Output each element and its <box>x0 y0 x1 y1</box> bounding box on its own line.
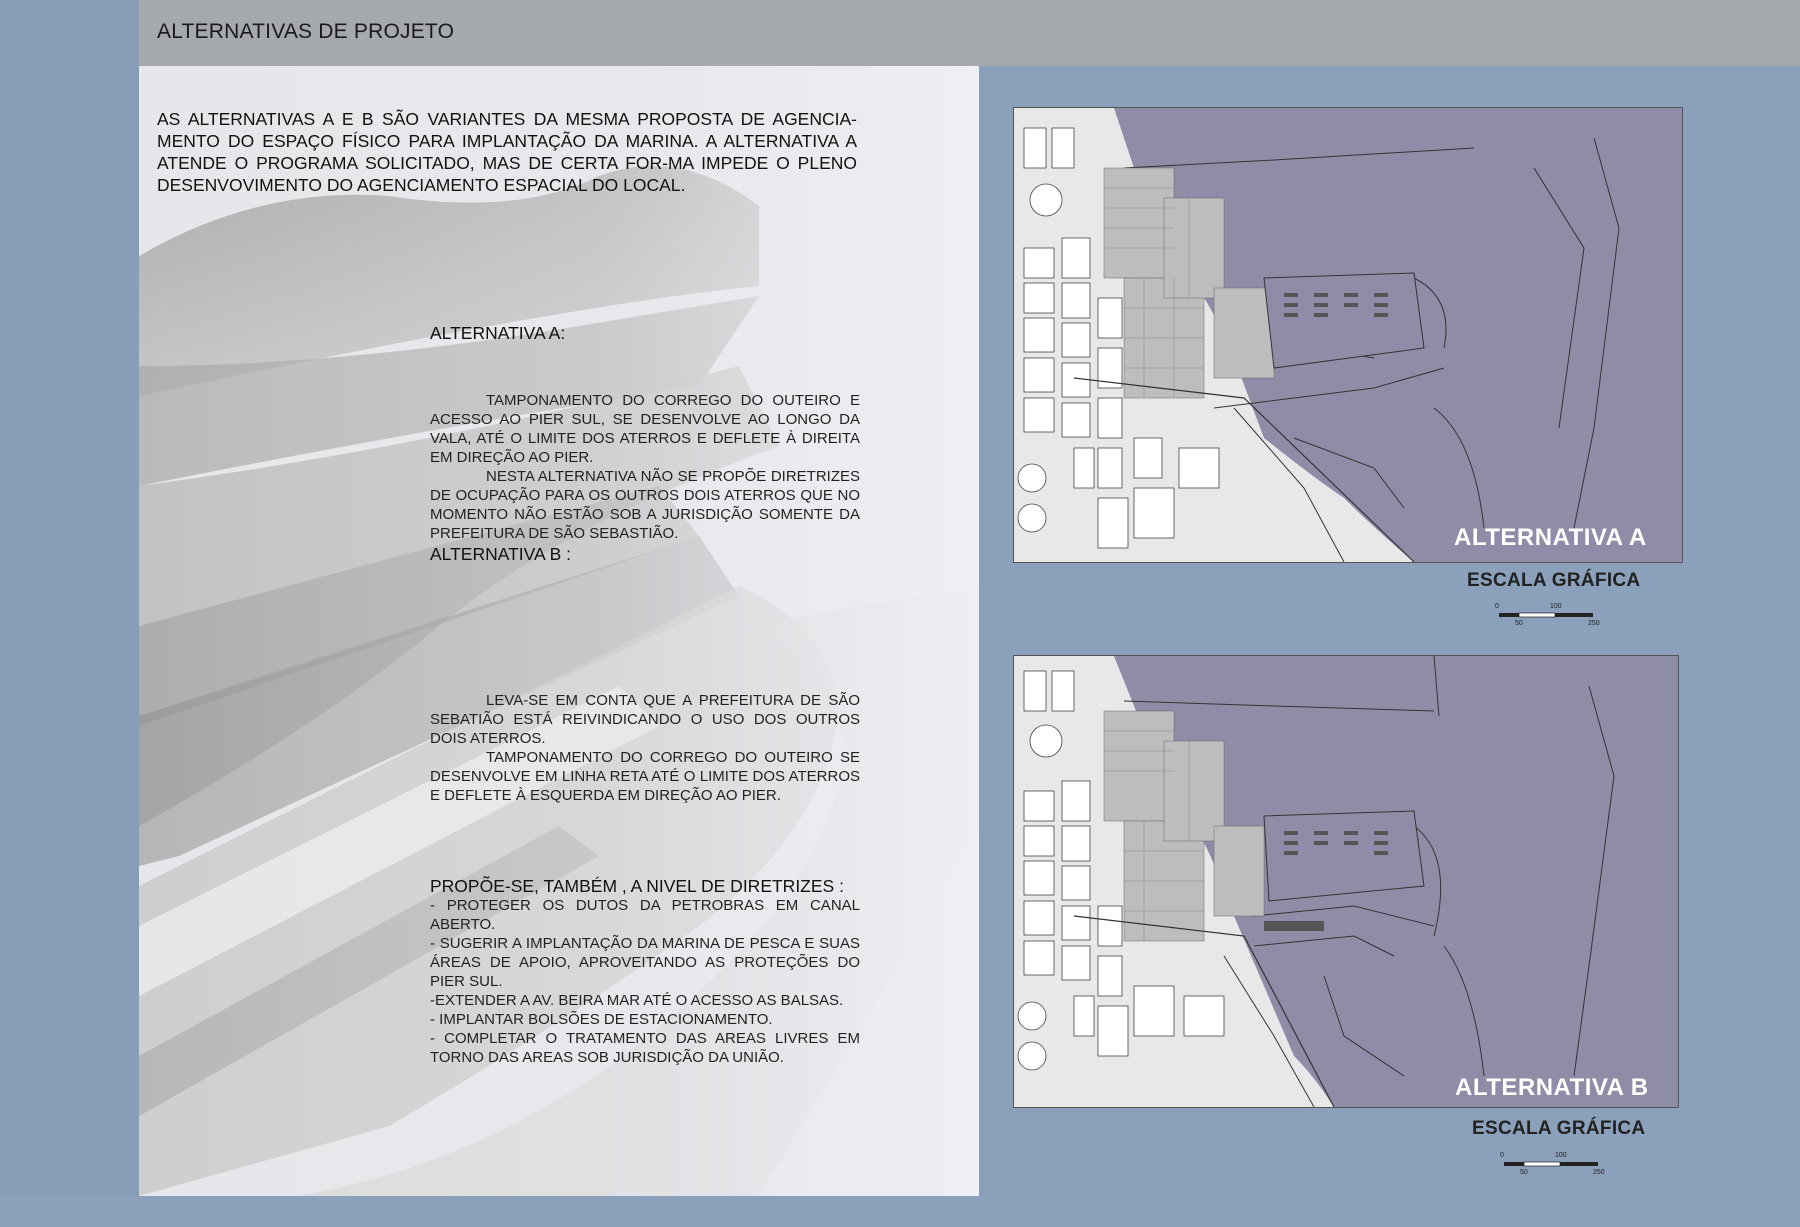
diretriz-item: - PROTEGER OS DUTOS DA PETROBRAS EM CANAL ABERTO. <box>430 897 860 933</box>
scale-tick-0: 0 <box>1500 1152 1504 1159</box>
alternativa-b-text <box>430 691 860 805</box>
map-alternativa-a <box>1013 107 1683 563</box>
alternativa-a-text <box>430 391 860 543</box>
bottom-strip <box>0 1196 1800 1227</box>
alternativa-a-heading: ALTERNATIVA A: <box>430 323 566 343</box>
diretrizes-heading: PROPÕE-SE, TAMBÉM , A NIVEL DE DIRETRIZES : <box>430 876 844 896</box>
scale-title-a: ESCALA GRÁFICA <box>1467 570 1641 591</box>
scale-tick-50: 50 <box>1520 1169 1528 1176</box>
text-panel <box>139 66 979 1196</box>
scale-bar-b <box>1500 1152 1610 1180</box>
scale-tick-250: 250 <box>1593 1169 1605 1176</box>
page-title: ALTERNATIVAS DE PROJETO <box>157 20 455 43</box>
scale-tick-100: 100 <box>1555 1152 1567 1159</box>
map-alternativa-b <box>1013 655 1679 1108</box>
site-plan-drawing-b <box>1014 656 1678 1107</box>
site-plan-drawing-a <box>1014 108 1682 562</box>
scale-tick-0: 0 <box>1495 603 1499 610</box>
alternativa-b-heading: ALTERNATIVA B : <box>430 544 572 564</box>
map-label-b: ALTERNATIVA B <box>1455 1074 1649 1101</box>
map-label-a: ALTERNATIVA A <box>1454 524 1647 551</box>
scale-tick-50: 50 <box>1515 620 1523 627</box>
alternativa-a-paragraph-2: NESTA ALTERNATIVA NÃO SE PROPÕE DIRETRIZES DE OCUPAÇÃO PARA OS OUTROS DOIS ATERROS QUE NO MOMENTO NÃO ESTÃO SOB A JURISDIÇÃO SOMENTE DA PREFEITURA DE SÃO SEBASTIÃO. <box>430 468 860 542</box>
scale-bar-graphic-a <box>1495 603 1605 631</box>
diretrizes-list <box>430 896 860 1067</box>
header-bar <box>139 0 1800 66</box>
scale-tick-100: 100 <box>1550 603 1562 610</box>
scale-tick-250: 250 <box>1588 620 1600 627</box>
alternativa-b-paragraph-1: LEVA-SE EM CONTA QUE A PREFEITURA DE SÃO SEBATIÃO ESTÁ REIVINDICANDO O USO DOS OUTROS DOIS ATERROS. <box>430 692 860 747</box>
diretriz-item: - IMPLANTAR BOLSÕES DE ESTACIONAMENTO. <box>430 1011 773 1028</box>
scale-bar-a <box>1495 603 1605 631</box>
alternativa-a-paragraph-1: TAMPONAMENTO DO CORREGO DO OUTEIRO E ACESSO AO PIER SUL, SE DESENVOLVE AO LONGO DA VALA, ATÉ O LIMITE DOS ATERROS E DEFLETE À DIREITA EM DIREÇÃO AO PIER. <box>430 392 860 466</box>
diretriz-item: -EXTENDER A AV. BEIRA MAR ATÉ O ACESSO AS BALSAS. <box>430 992 844 1009</box>
diretriz-item: - COMPLETAR O TRATAMENTO DAS AREAS LIVRES EM TORNO DAS AREAS SOB JURISDIÇÃO DA UNIÃO. <box>430 1030 860 1066</box>
scale-bar-graphic-b <box>1500 1152 1610 1180</box>
intro-paragraph: AS ALTERNATIVAS A E B SÃO VARIANTES DA MESMA PROPOSTA DE AGENCIA-MENTO DO ESPAÇO FÍSICO PARA IMPLANTAÇÃO DA MARINA. A ALTERNATIVA A ATENDE O PROGRAMA SOLICITADO, MAS DE CERTA FOR-MA IMPEDE O PLENO DESENVOVIMENTO DO AGENCIAMENTO ESPACIAL DO LOCAL. <box>157 109 857 195</box>
diretriz-item: - SUGERIR A IMPLANTAÇÃO DA MARINA DE PESCA E SUAS ÁREAS DE APOIO, APROVEITANDO AS PROTEÇÕES DO PIER SUL. <box>430 935 860 990</box>
alternativa-b-paragraph-2: TAMPONAMENTO DO CORREGO DO OUTEIRO SE DESENVOLVE EM LINHA RETA ATÉ O LIMITE DOS ATERROS E DEFLETE À ESQUERDA EM DIREÇÃO AO PIER. <box>430 749 860 804</box>
scale-title-b: ESCALA GRÁFICA <box>1472 1118 1646 1139</box>
